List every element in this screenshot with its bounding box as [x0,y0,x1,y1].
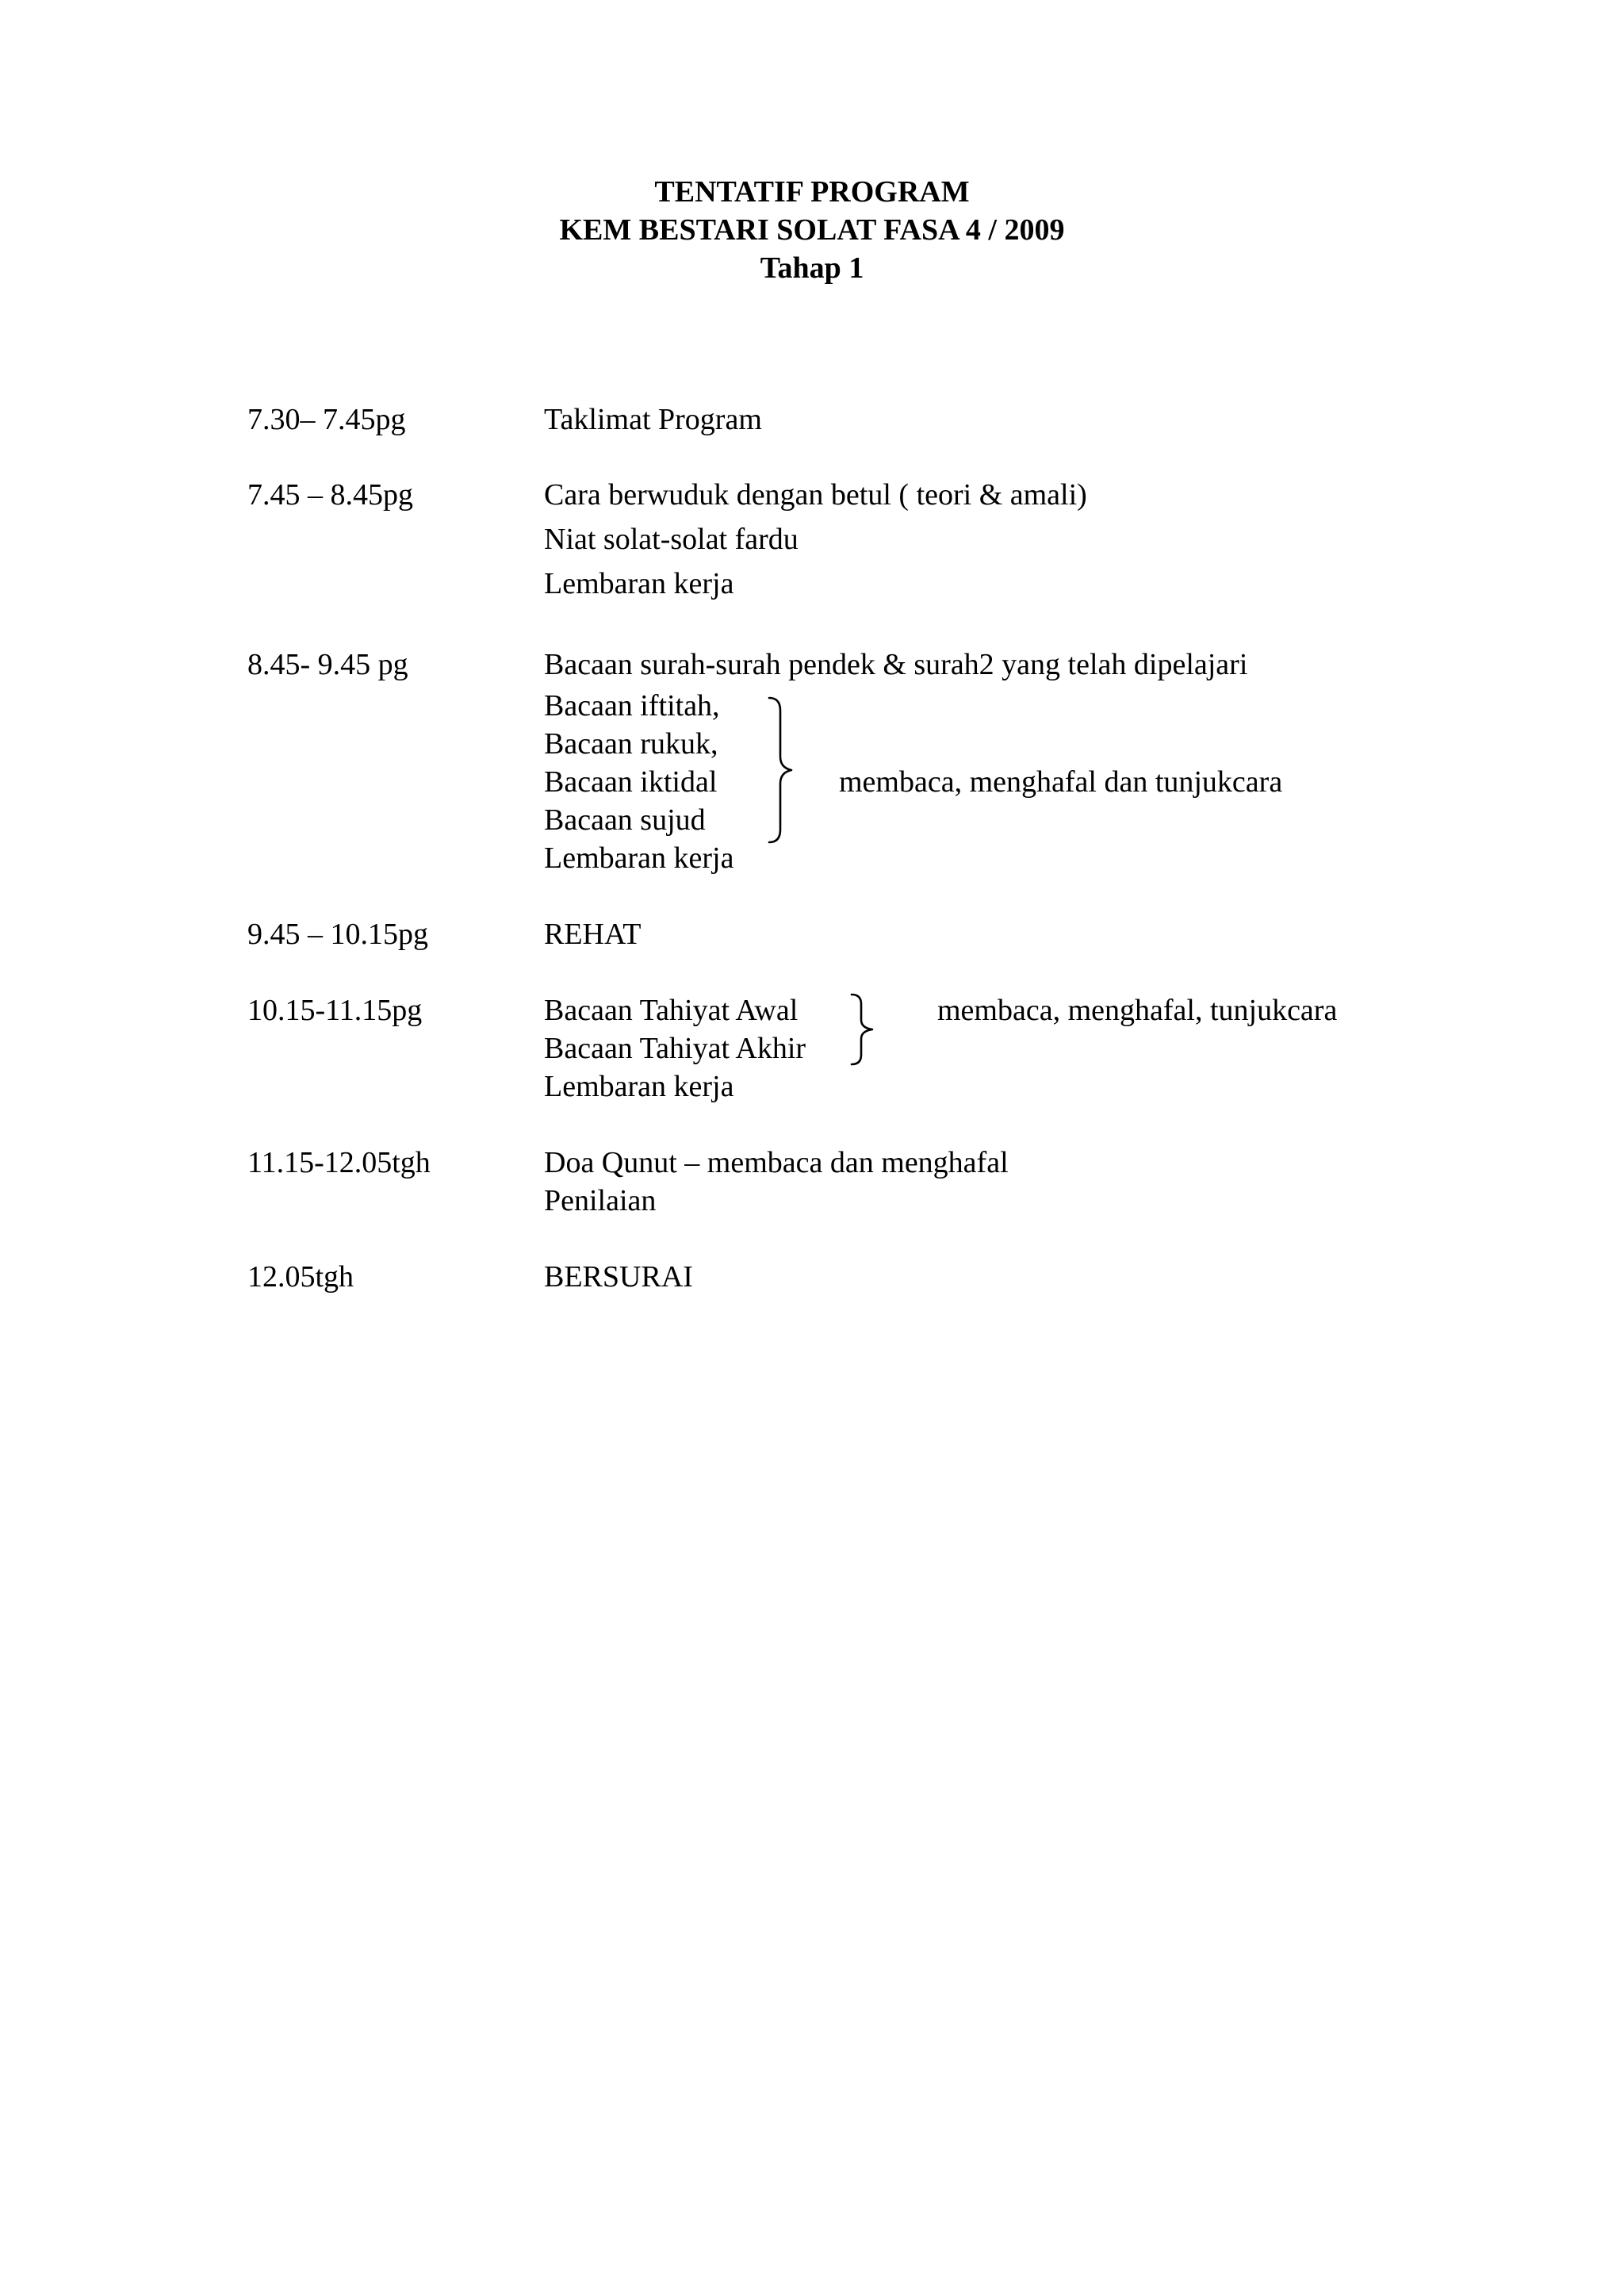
schedule-item: BERSURAI [544,1260,693,1294]
document-subtitle: KEM BESTARI SOLAT FASA 4 / 2009 [559,213,1065,247]
brace-note: membaca, menghafal dan tunjukcara [839,765,1283,799]
schedule-item: Bacaan surah-surah pendek & surah2 yang telah dipelajari [544,648,1248,681]
schedule-time: 8.45- 9.45 pg [247,648,408,681]
schedule-item: Bacaan iktidal [544,765,718,799]
schedule-time: 10.15-11.15pg [247,994,423,1027]
schedule-item: Penilaian [544,1184,657,1217]
schedule-time: 12.05tgh [247,1260,354,1294]
schedule-item: Cara berwuduk dengan betul ( teori & amali) [544,478,1087,512]
document-title: TENTATIF PROGRAM [654,175,970,209]
schedule-item: Lembaran kerja [544,841,734,875]
document-level: Tahap 1 [760,251,864,285]
curly-brace-icon [764,695,804,845]
schedule-time: 9.45 – 10.15pg [247,918,428,951]
schedule-item: Bacaan iftitah, [544,689,720,723]
schedule-item: Bacaan Tahiyat Awal [544,994,799,1027]
schedule-time: 11.15-12.05tgh [247,1146,431,1179]
schedule-item: Niat solat-solat fardu [544,523,799,556]
schedule-item: Lembaran kerja [544,567,734,600]
schedule-time: 7.45 – 8.45pg [247,478,413,512]
schedule-item: REHAT [544,918,642,951]
schedule-item: Doa Qunut – membaca dan menghafal [544,1146,1009,1179]
schedule-time: 7.30– 7.45pg [247,403,406,436]
schedule-item: Bacaan Tahiyat Akhir [544,1032,806,1065]
curly-brace-icon [848,991,885,1068]
schedule-item: Bacaan rukuk, [544,727,718,761]
schedule-item: Lembaran kerja [544,1070,734,1103]
schedule-item: Bacaan sujud [544,803,706,837]
schedule-item: Taklimat Program [544,403,762,436]
brace-note: membaca, menghafal, tunjukcara [937,994,1338,1027]
